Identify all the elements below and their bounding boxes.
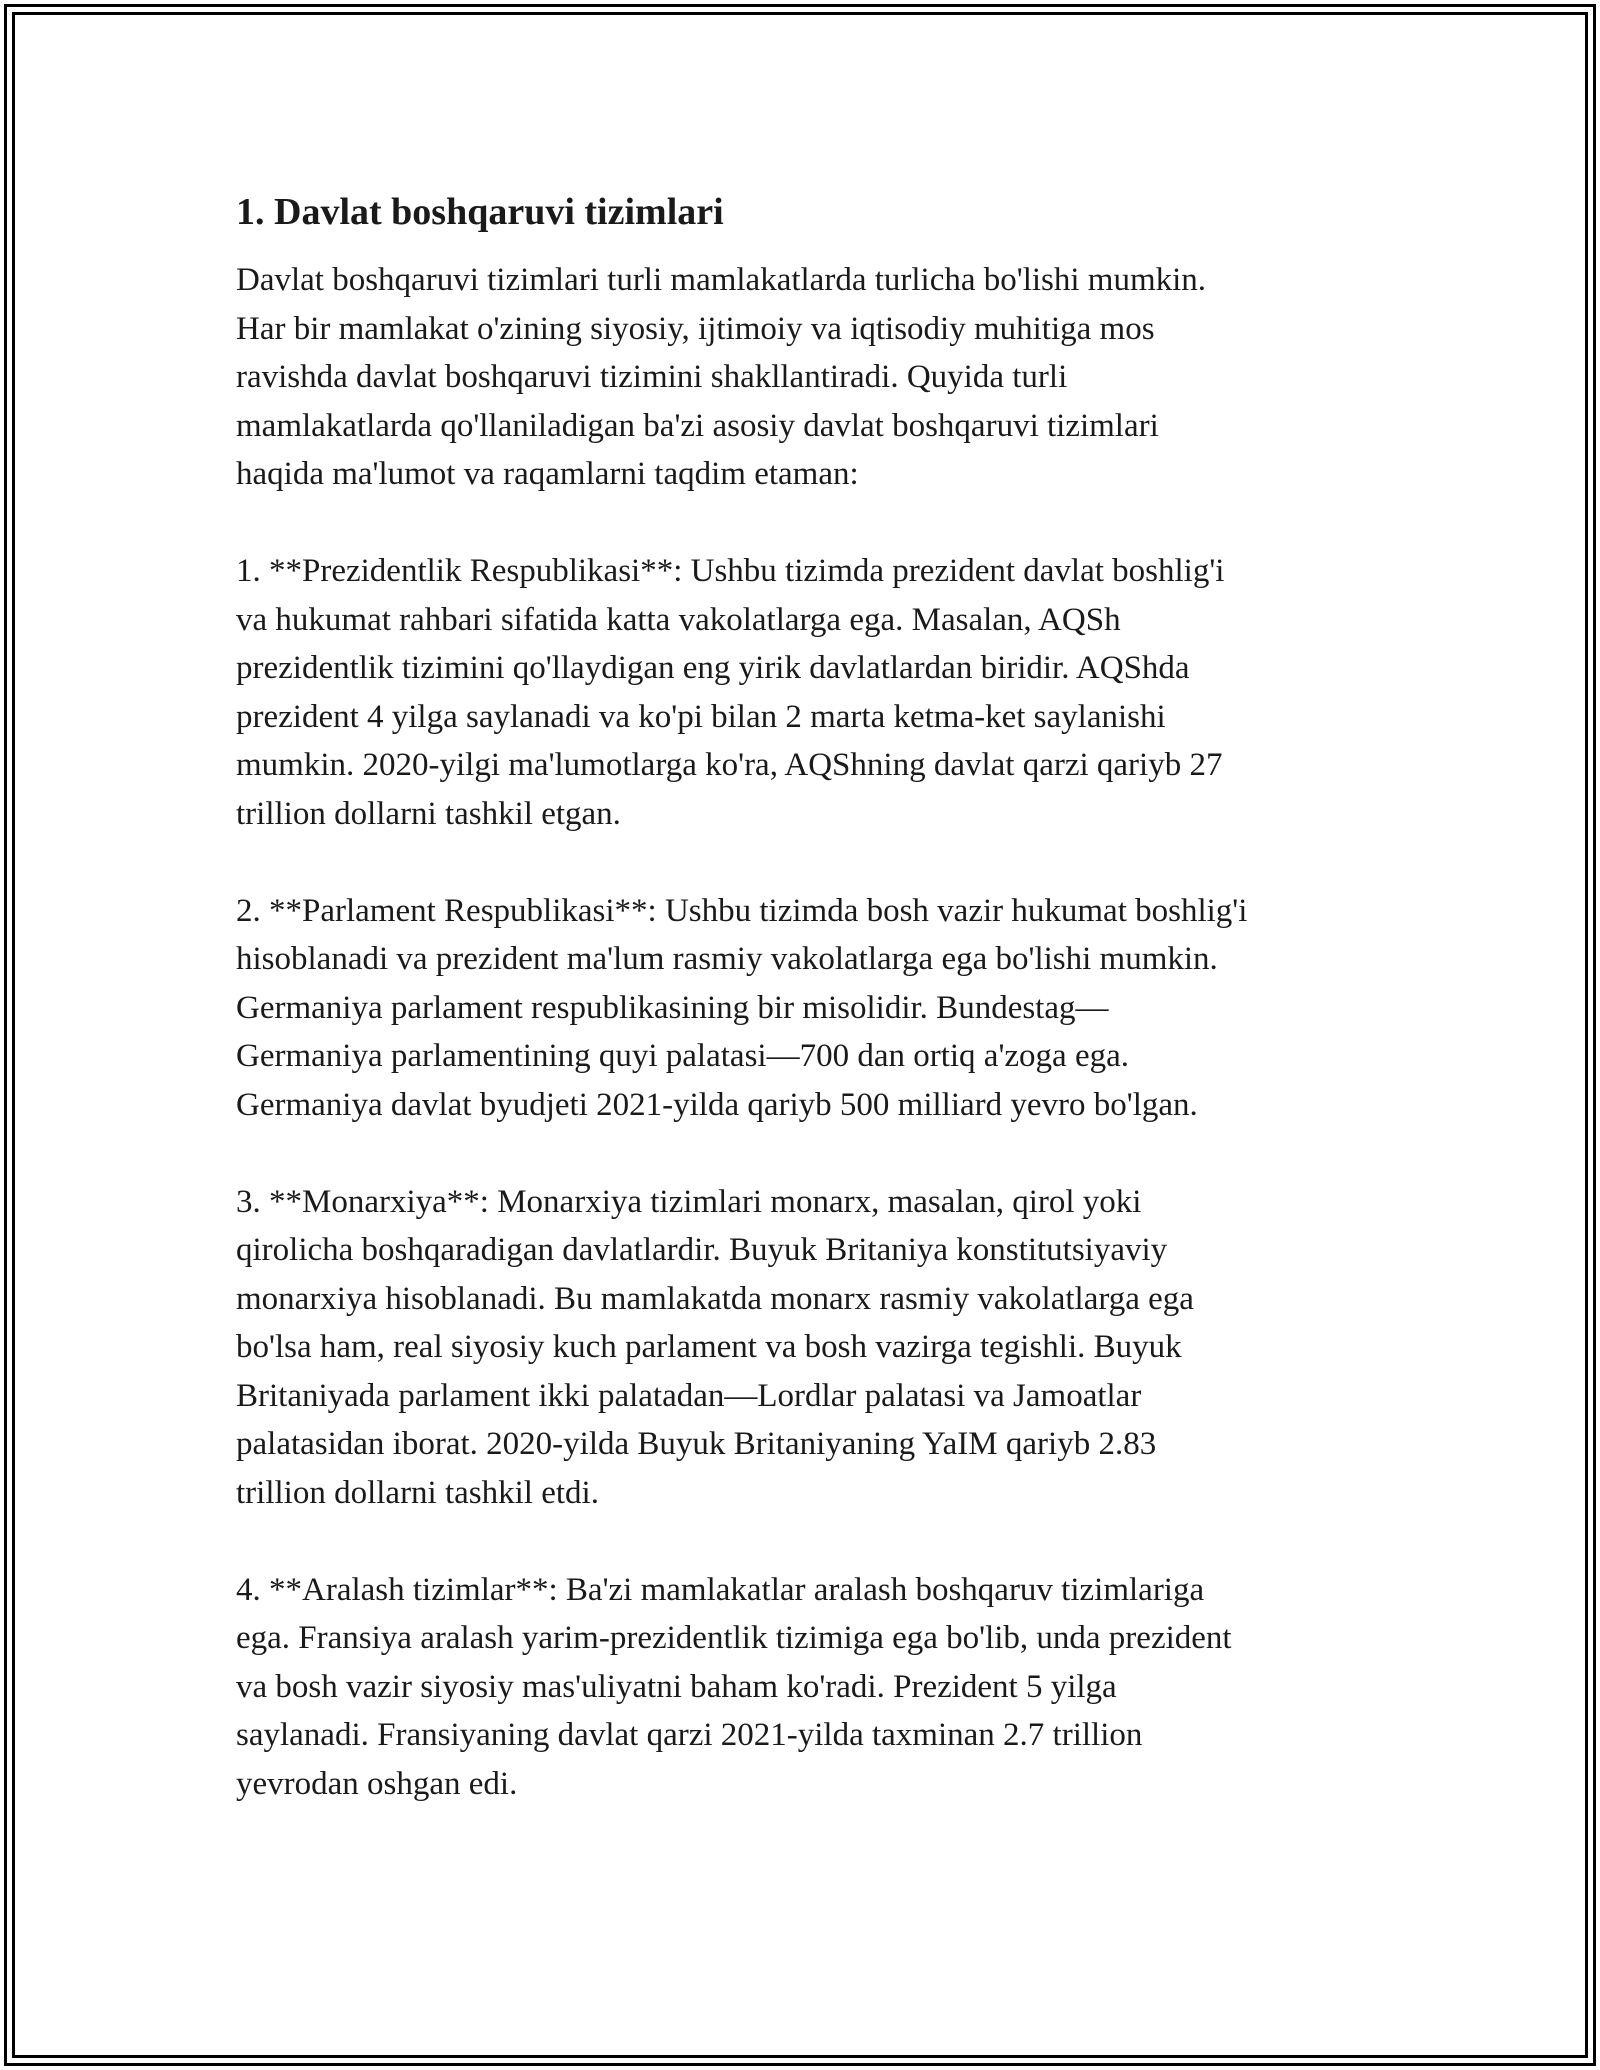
intro-paragraph: Davlat boshqaruvi tizimlari turli mamlakatlarda turlicha bo'lishi mumkin. Har bir mamlakat o'zining siyosiy, ijtimoiy va iqtisodiy muhitiga mos ravishda davlat boshqaruvi tizimini shakllantiradi. Quyida turli mamlakatlarda qo'llaniladigan ba'zi asosiy davlat boshqaruvi tizimlari haqida ma'lumot va raqamlarni taqdim etaman: [236, 262, 1207, 492]
document-title: 1. Davlat boshqaruvi tizimlari [236, 191, 724, 233]
mixed-systems-paragraph: 4. **Aralash tizimlar**: Ba'zi mamlakatlar aralash boshqaruv tizimlariga ega. Fransiya aralash yarim-prezidentlik tizimiga ega bo'lib, unda prezident va bosh vazir siyosiy mas'uliyatni baham ko'radi. Prezident 5 yilga saylanadi. Fransiyaning davlat qarzi 2021-yilda taxminan 2.7 trillion yevrodan oshgan edi. [236, 1571, 1232, 1802]
document-body [236, 186, 1386, 1857]
parliamentary-republic-paragraph: 2. **Parlament Respublikasi**: Ushbu tizimda bosh vazir hukumat boshlig'i hisoblanadi va prezident ma'lum rasmiy vakolatlarga ega bo'lishi mumkin. Germaniya parlament respublikasining bir misolidir. Bundestag— Germaniya parlamentining quyi palatasi—700 dan ortiq a'zoga ega. Germaniya davlat byudjeti 2021-yilda qariyb 500 milliard yevro bo'lgan. [236, 892, 1248, 1123]
monarchy-paragraph: 3. **Monarxiya**: Monarxiya tizimlari monarx, masalan, qirol yoki qirolicha boshqaradigan davlatlardir. Buyuk Britaniya konstitutsiyaviy monarxiya hisoblanadi. Bu mamlakatda monarx rasmiy vakolatlarga ega bo'lsa ham, real siyosiy kuch parlament va bosh vazirga tegishli. Buyuk Britaniyada parlament ikki palatadan—Lordlar palatasi va Jamoatlar palatasidan iborat. 2020-yilda Buyuk Britaniyaning YaIM qariyb 2.83 trillion dollarni tashkil etdi. [236, 1183, 1194, 1511]
presidential-republic-paragraph: 1. **Prezidentlik Respublikasi**: Ushbu tizimda prezident davlat boshlig'i va hukumat rahbari sifatida katta vakolatlarga ega. Masalan, AQSh prezidentlik tizimini qo'llaydigan eng yirik davlatlardan biridir. AQShda prezident 4 yilga saylanadi va ko'pi bilan 2 marta ketma-ket saylanishi mumkin. 2020-yilgi ma'lumotlarga ko'ra, AQShning davlat qarzi qariyb 27 trillion dollarni tashkil etgan. [236, 553, 1225, 832]
